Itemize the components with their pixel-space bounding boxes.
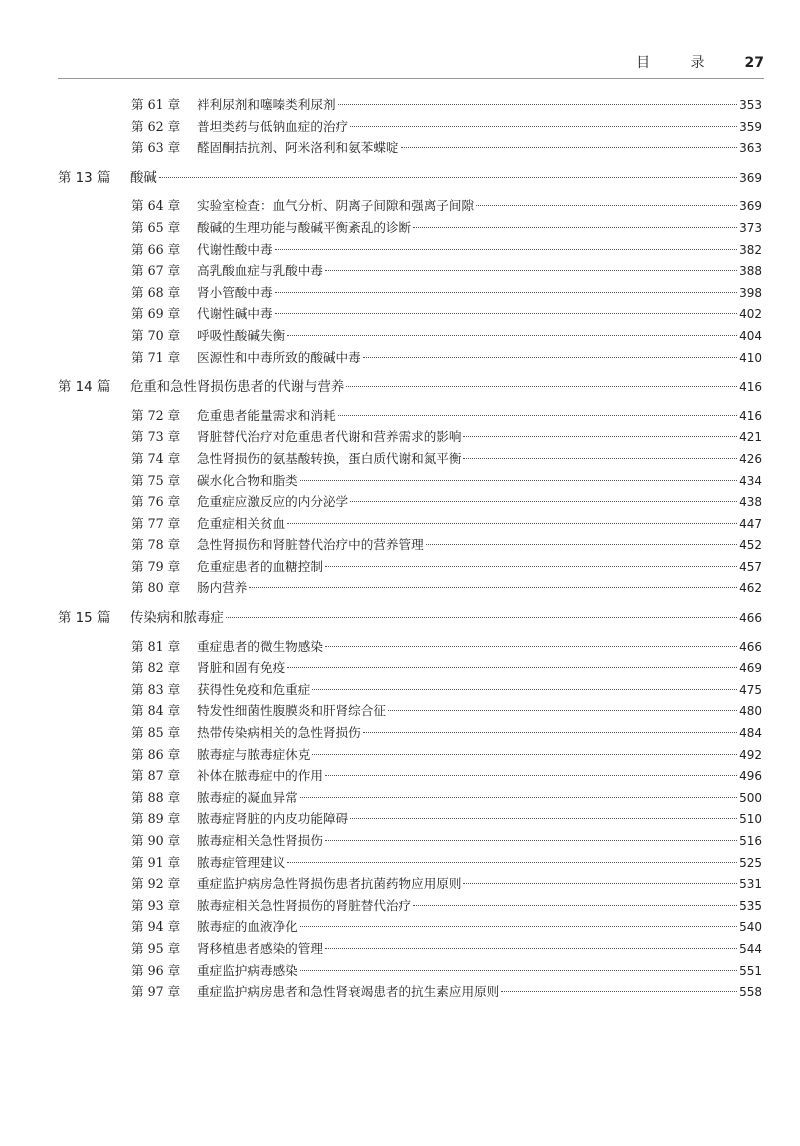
entry-page-number: 469 <box>739 661 762 676</box>
chapter-title: 醛固酮拮抗剂、阿米洛利和氨苯蝶啶 <box>197 140 399 156</box>
chapter-title: 脓毒症肾脏的内皮功能障碍 <box>197 811 349 827</box>
header-title: 目 录 <box>636 55 723 71</box>
toc-chapter-entry[interactable] <box>0 282 800 304</box>
chapter-title: 重症监护病房急性肾损伤患者抗菌药物应用原则 <box>197 876 462 892</box>
toc-chapter-entry[interactable] <box>0 981 800 1003</box>
entry-page-number: 484 <box>739 726 762 741</box>
chapter-title: 补体在脓毒症中的作用 <box>197 768 323 784</box>
chapter-number: 第 75 章 <box>131 472 181 488</box>
chapter-number: 第 87 章 <box>131 768 181 784</box>
chapter-title: 实验室检查：血气分析、阴离子间隙和强离子间隙 <box>197 198 475 214</box>
chapter-title: 危重症患者的血糖控制 <box>197 558 323 574</box>
entry-page-number: 416 <box>739 408 762 423</box>
entry-page-number: 544 <box>739 941 762 956</box>
toc-chapter-entry[interactable] <box>0 679 800 701</box>
dot-leader <box>226 617 737 618</box>
running-header <box>636 52 764 72</box>
dot-leader <box>463 883 737 884</box>
entry-page-number: 398 <box>739 285 762 300</box>
dot-leader <box>300 970 737 971</box>
chapter-title: 脓毒症与脓毒症休克 <box>197 746 311 762</box>
dot-leader <box>363 357 737 358</box>
toc-chapter-entry[interactable] <box>0 830 800 852</box>
dot-leader <box>312 754 737 755</box>
dot-leader <box>325 948 737 949</box>
chapter-number: 第 67 章 <box>131 263 181 279</box>
chapter-title: 急性肾损伤的氨基酸转换，蛋白质代谢和氮平衡 <box>197 450 462 466</box>
toc-chapter-entry[interactable] <box>0 448 800 470</box>
chapter-title: 急性肾损伤和肾脏替代治疗中的营养管理 <box>197 537 424 553</box>
part-number: 第 15 篇 <box>58 611 111 627</box>
toc-chapter-entry[interactable] <box>0 787 800 809</box>
chapter-number: 第 94 章 <box>131 919 181 935</box>
dot-leader <box>426 544 737 545</box>
chapter-title: 代谢性碱中毒 <box>197 306 273 322</box>
dot-leader <box>287 862 737 863</box>
entry-page-number: 382 <box>739 242 762 257</box>
chapter-number: 第 69 章 <box>131 306 181 322</box>
chapter-title: 呼吸性酸碱失衡 <box>197 327 286 343</box>
chapter-number: 第 86 章 <box>131 746 181 762</box>
chapter-title: 危重症应激反应的内分泌学 <box>197 494 349 510</box>
chapter-number: 第 92 章 <box>131 876 181 892</box>
chapter-title: 代谢性酸中毒 <box>197 241 273 257</box>
chapter-title: 肾移植患者感染的管理 <box>197 940 323 956</box>
chapter-number: 第 63 章 <box>131 140 181 156</box>
dot-leader <box>476 205 737 206</box>
chapter-title: 重症监护病毒感染 <box>197 962 298 978</box>
toc-chapter-entry[interactable] <box>0 347 800 369</box>
page-number: 27 <box>744 55 764 71</box>
entry-page-number: 452 <box>739 538 762 553</box>
dot-leader <box>388 710 737 711</box>
part-number: 第 14 篇 <box>58 380 111 396</box>
toc-chapter-entry[interactable] <box>0 556 800 578</box>
toc-chapter-entry[interactable] <box>0 895 800 917</box>
part-spacer <box>0 159 800 167</box>
part-spacer <box>0 368 800 376</box>
toc-chapter-entry[interactable] <box>0 744 800 766</box>
toc-part-entry[interactable] <box>0 167 800 189</box>
entry-page-number: 525 <box>739 855 762 870</box>
entry-page-number: 373 <box>739 220 762 235</box>
toc-chapter-entry[interactable] <box>0 873 800 895</box>
chapter-number: 第 73 章 <box>131 429 181 445</box>
chapter-title: 脓毒症相关急性肾损伤的肾脏替代治疗 <box>197 897 412 913</box>
entry-page-number: 438 <box>739 495 762 510</box>
dot-leader <box>350 126 737 127</box>
entry-page-number: 447 <box>739 516 762 531</box>
dot-leader <box>325 270 737 271</box>
part-spacer <box>0 599 800 607</box>
chapter-title: 肠内营养 <box>197 580 248 596</box>
chapter-number: 第 62 章 <box>131 118 181 134</box>
toc-chapter-entry[interactable] <box>0 137 800 159</box>
chapter-number: 第 93 章 <box>131 897 181 913</box>
toc-chapter-entry[interactable] <box>0 765 800 787</box>
toc-chapter-entry[interactable] <box>0 636 800 658</box>
entry-page-number: 500 <box>739 790 762 805</box>
chapter-title: 获得性免疫和危重症 <box>197 681 311 697</box>
chapter-title: 普坦类药与低钠血症的治疗 <box>197 118 349 134</box>
toc-chapter-entry[interactable] <box>0 852 800 874</box>
chapter-title: 脓毒症管理建议 <box>197 854 286 870</box>
part-number: 第 13 篇 <box>58 170 111 186</box>
chapter-title: 重症监护病房患者和急性肾衰竭患者的抗生素应用原则 <box>197 984 500 1000</box>
dot-leader <box>287 667 737 668</box>
dot-leader <box>325 775 737 776</box>
dot-leader <box>300 926 737 927</box>
chapter-number: 第 88 章 <box>131 789 181 805</box>
entry-page-number: 421 <box>739 430 762 445</box>
chapter-number: 第 90 章 <box>131 833 181 848</box>
chapter-number: 第 82 章 <box>131 660 181 676</box>
chapter-number: 第 91 章 <box>131 854 181 870</box>
chapter-number: 第 95 章 <box>131 940 181 956</box>
dot-leader <box>338 415 738 416</box>
chapter-number: 第 78 章 <box>131 537 181 553</box>
chapter-title: 肾脏替代治疗对危重患者代谢和营养需求的影响 <box>197 429 462 445</box>
toc-chapter-entry[interactable] <box>0 426 800 448</box>
toc-chapter-entry[interactable] <box>0 94 800 116</box>
chapter-number: 第 97 章 <box>131 984 181 1000</box>
entry-page-number: 404 <box>739 328 762 343</box>
dot-leader <box>300 797 737 798</box>
part-spacer <box>0 398 800 405</box>
toc-chapter-entry[interactable] <box>0 405 800 427</box>
entry-page-number: 531 <box>739 877 762 892</box>
entry-page-number: 558 <box>739 985 762 1000</box>
chapter-number: 第 68 章 <box>131 284 181 300</box>
dot-leader <box>159 177 737 178</box>
entry-page-number: 410 <box>739 350 762 365</box>
entry-page-number: 359 <box>739 119 762 134</box>
dot-leader <box>325 566 737 567</box>
dot-leader <box>300 480 737 481</box>
toc-chapter-entry[interactable] <box>0 577 800 599</box>
entry-page-number: 540 <box>739 920 762 935</box>
dot-leader <box>249 587 737 588</box>
dot-leader <box>287 335 737 336</box>
chapter-title: 医源性和中毒所致的酸碱中毒 <box>197 349 361 365</box>
toc-chapter-entry[interactable] <box>0 722 800 744</box>
part-spacer <box>0 188 800 195</box>
dot-leader <box>275 249 738 250</box>
entry-page-number: 462 <box>739 581 762 596</box>
chapter-title: 肾小管酸中毒 <box>197 284 273 300</box>
chapter-number: 第 71 章 <box>131 349 181 365</box>
toc-chapter-entry[interactable] <box>0 491 800 513</box>
entry-page-number: 457 <box>739 559 762 574</box>
entry-page-number: 475 <box>739 682 762 697</box>
dot-leader <box>275 292 738 293</box>
part-spacer <box>0 629 800 636</box>
chapter-title: 高乳酸血症与乳酸中毒 <box>197 263 323 279</box>
toc-chapter-entry[interactable] <box>0 325 800 347</box>
part-title: 危重和急性肾损伤患者的代谢与营养 <box>130 380 345 396</box>
entry-page-number: 535 <box>739 898 762 913</box>
part-title: 传染病和脓毒症 <box>130 611 224 627</box>
chapter-number: 第 79 章 <box>131 558 181 574</box>
dot-leader <box>350 818 737 819</box>
chapter-number: 第 72 章 <box>131 407 181 423</box>
entry-page-number: 426 <box>739 451 762 466</box>
chapter-title: 脓毒症的血液净化 <box>197 919 298 935</box>
chapter-title: 酸碱的生理功能与酸碱平衡紊乱的诊断 <box>197 219 412 235</box>
chapter-number: 第 76 章 <box>131 494 181 510</box>
entry-page-number: 510 <box>739 812 762 827</box>
dot-leader <box>275 313 738 314</box>
chapter-number: 第 85 章 <box>131 725 181 741</box>
chapter-title: 热带传染病相关的急性肾损伤 <box>197 725 361 741</box>
chapter-number: 第 96 章 <box>131 962 181 978</box>
entry-page-number: 353 <box>739 98 762 112</box>
dot-leader <box>413 905 737 906</box>
dot-leader <box>401 147 738 148</box>
toc-chapter-entry[interactable] <box>0 960 800 982</box>
dot-leader <box>312 689 737 690</box>
chapter-number: 第 61 章 <box>131 97 181 112</box>
dot-leader <box>350 501 737 502</box>
toc-chapter-entry[interactable] <box>0 303 800 325</box>
toc-chapter-entry[interactable] <box>0 916 800 938</box>
entry-page-number: 480 <box>739 704 762 719</box>
chapter-title: 碳水化合物和脂类 <box>197 472 298 488</box>
toc-chapter-entry[interactable] <box>0 116 800 138</box>
chapter-title: 危重症相关贫血 <box>197 515 286 531</box>
dot-leader <box>363 732 737 733</box>
chapter-title: 特发性细菌性腹膜炎和肝肾综合征 <box>197 703 386 719</box>
chapter-number: 第 66 章 <box>131 241 181 257</box>
dot-leader <box>325 840 737 841</box>
entry-page-number: 496 <box>739 769 762 784</box>
toc-chapter-entry[interactable] <box>0 534 800 556</box>
dot-leader <box>463 436 737 437</box>
dot-leader <box>287 523 737 524</box>
chapter-number: 第 81 章 <box>131 638 181 654</box>
toc-chapter-entry[interactable] <box>0 239 800 261</box>
entry-page-number: 516 <box>739 834 762 848</box>
dot-leader <box>501 991 737 992</box>
toc-chapter-entry[interactable] <box>0 217 800 239</box>
entry-page-number: 466 <box>739 639 762 654</box>
entry-page-number: 551 <box>739 963 762 978</box>
chapter-number: 第 83 章 <box>131 681 181 697</box>
toc-chapter-entry[interactable] <box>0 470 800 492</box>
chapter-number: 第 89 章 <box>131 811 181 827</box>
toc-chapter-entry[interactable] <box>0 938 800 960</box>
entry-page-number: 492 <box>739 747 762 762</box>
dot-leader <box>346 386 737 387</box>
part-title: 酸碱 <box>130 170 157 186</box>
dot-leader <box>463 458 737 459</box>
chapter-title: 重症患者的微生物感染 <box>197 638 323 654</box>
entry-page-number: 434 <box>739 473 762 488</box>
dot-leader <box>338 104 738 105</box>
header-rule <box>58 78 764 79</box>
entry-page-number: 363 <box>739 141 762 156</box>
entry-page-number: 369 <box>739 199 762 214</box>
entry-page-number: 402 <box>739 307 762 322</box>
dot-leader <box>413 227 737 228</box>
toc-chapter-entry[interactable] <box>0 260 800 282</box>
entry-page-number: 466 <box>739 611 762 626</box>
toc-chapter-entry[interactable] <box>0 700 800 722</box>
dot-leader <box>325 646 737 647</box>
chapter-title: 袢利尿剂和噻嗪类利尿剂 <box>197 97 336 112</box>
chapter-number: 第 74 章 <box>131 450 181 466</box>
toc-chapter-entry[interactable] <box>0 513 800 535</box>
chapter-number: 第 77 章 <box>131 515 181 531</box>
chapter-title: 脓毒症的凝血异常 <box>197 789 298 805</box>
toc-part-entry[interactable] <box>0 607 800 629</box>
entry-page-number: 416 <box>739 380 762 395</box>
toc-chapter-entry[interactable] <box>0 808 800 830</box>
entry-page-number: 388 <box>739 264 762 279</box>
chapter-number: 第 65 章 <box>131 219 181 235</box>
toc-chapter-entry[interactable] <box>0 195 800 217</box>
chapter-title: 危重患者能量需求和消耗 <box>197 407 336 423</box>
chapter-number: 第 80 章 <box>131 580 181 596</box>
chapter-title: 肾脏和固有免疫 <box>197 660 286 676</box>
toc-part-entry[interactable] <box>0 376 800 398</box>
chapter-number: 第 70 章 <box>131 327 181 343</box>
chapter-number: 第 64 章 <box>131 198 181 214</box>
toc-chapter-entry[interactable] <box>0 657 800 679</box>
chapter-number: 第 84 章 <box>131 703 181 719</box>
table-of-contents <box>0 94 800 1003</box>
chapter-title: 脓毒症相关急性肾损伤 <box>197 833 323 848</box>
entry-page-number: 369 <box>739 170 762 185</box>
